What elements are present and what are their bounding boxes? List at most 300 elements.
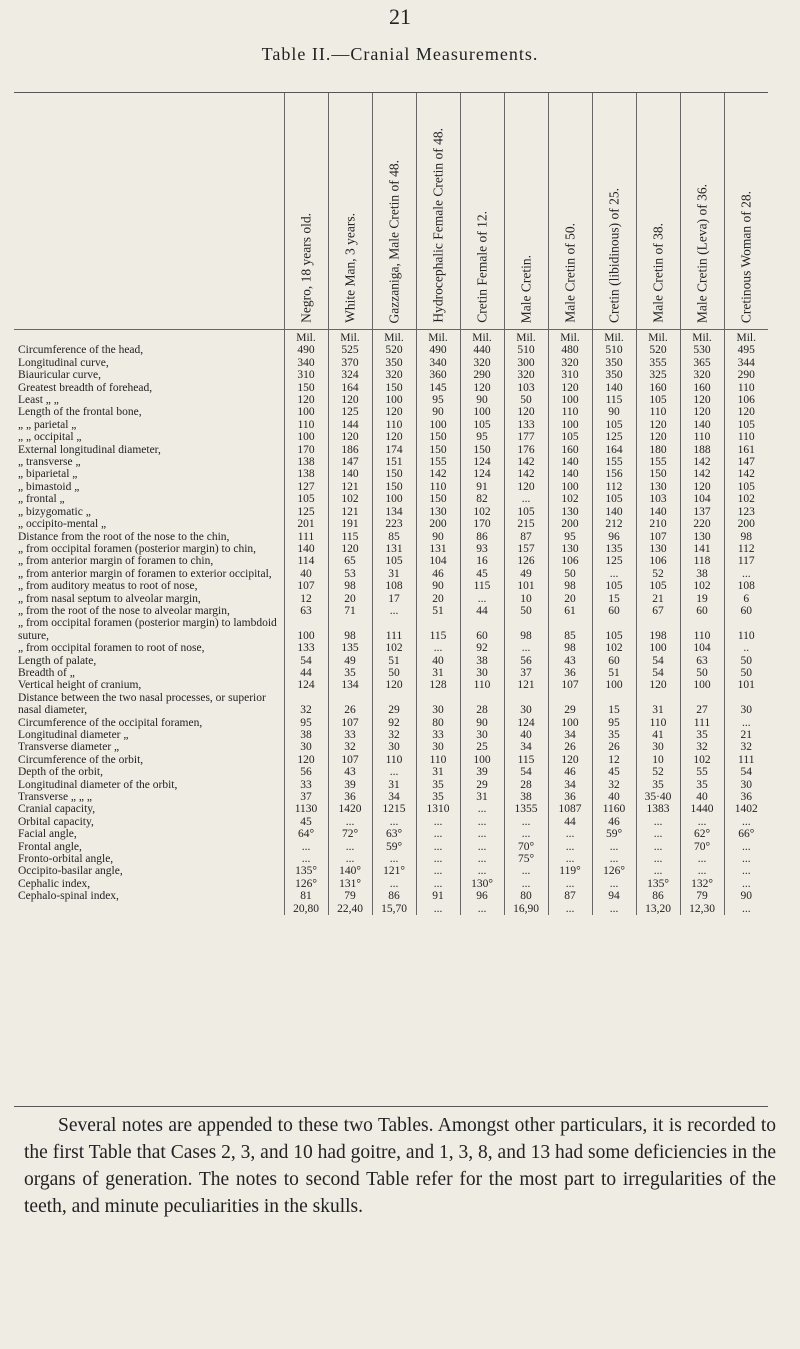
table-cell: 120 — [328, 431, 372, 443]
table-cell: 105 — [636, 580, 680, 592]
table-cell: Mil. — [416, 330, 460, 345]
table-cell: 15 — [592, 692, 636, 717]
table-cell: 103 — [504, 382, 548, 394]
table-cell: Mil. — [548, 330, 592, 345]
table-cell: 54 — [504, 766, 548, 778]
table-cell: 138 — [284, 456, 328, 468]
table-cell: Mil. — [724, 330, 768, 345]
table-cell: 102 — [592, 642, 636, 654]
table-row — [14, 903, 768, 915]
table-cell: 180 — [636, 444, 680, 456]
table-cell: 186 — [328, 444, 372, 456]
table-cell: 34 — [504, 741, 548, 753]
table-cell: 90 — [460, 394, 504, 406]
column-header-label: Male Cretin of 38. — [650, 223, 666, 323]
table-cell: 15,70 — [372, 903, 416, 915]
row-label: Circumference of the head, — [18, 344, 144, 357]
table-cell: 142 — [724, 468, 768, 480]
table-cell: ... — [548, 828, 592, 840]
table-cell: 117 — [724, 555, 768, 567]
table-cell: 107 — [548, 679, 592, 691]
table-cell: 51 — [416, 605, 460, 617]
table-cell: 160 — [636, 382, 680, 394]
table-cell: 28 — [504, 779, 548, 791]
table-cell: 10 — [636, 754, 680, 766]
table-cell: ... — [724, 853, 768, 865]
table-cell: 115 — [416, 617, 460, 642]
table-cell: ... — [460, 865, 504, 877]
row-label: Longitudinal diameter „ — [18, 729, 129, 741]
row-label — [14, 903, 284, 915]
table-cell: 30 — [504, 692, 548, 717]
table-cell: 31 — [372, 568, 416, 580]
table-cell: 38 — [680, 568, 724, 580]
row-label: Occipito-basilar angle, — [18, 865, 123, 878]
table-cell: 110 — [724, 617, 768, 642]
table-cell: 12 — [284, 593, 328, 605]
table-cell: 79 — [680, 890, 724, 902]
table-cell: ... — [416, 865, 460, 877]
table-cell: 103 — [636, 493, 680, 505]
table-cell: 340 — [416, 357, 460, 369]
table-cell: 120 — [680, 406, 724, 418]
table-cell: 125 — [592, 555, 636, 567]
table-cell: 31 — [416, 766, 460, 778]
table-cell: ... — [592, 903, 636, 915]
table-cell: 1355 — [504, 803, 548, 815]
table-cell: 40 — [416, 655, 460, 667]
table-cell: 111 — [724, 754, 768, 766]
table-cell: 147 — [328, 456, 372, 468]
table-cell: 100 — [548, 717, 592, 729]
table-cell: ... — [416, 841, 460, 853]
table-cell: 105 — [592, 617, 636, 642]
table-cell: 66° — [724, 828, 768, 840]
table-row — [14, 419, 768, 431]
table-cell: 164 — [592, 444, 636, 456]
row-label: Length of palate, — [18, 654, 97, 667]
table-cell: ... — [724, 903, 768, 915]
table-row — [14, 506, 768, 518]
table-cell: 31 — [636, 692, 680, 717]
column-header-label: Cretin (libidinous) of 25. — [606, 188, 622, 323]
table-row — [14, 369, 768, 381]
table-cell: 17 — [372, 593, 416, 605]
table-cell: 91 — [416, 890, 460, 902]
table-cell: 120 — [284, 754, 328, 766]
table-cell: 32 — [724, 741, 768, 753]
table-cell: 80 — [504, 890, 548, 902]
table-cell: 126° — [284, 878, 328, 890]
table-cell: ... — [460, 903, 504, 915]
row-label: Transverse diameter „ — [18, 741, 120, 754]
table-cell: 105 — [548, 431, 592, 443]
table-cell: 100 — [548, 481, 592, 493]
table-cell: 130 — [548, 506, 592, 518]
table-cell: 16,90 — [504, 903, 548, 915]
table-cell: 63 — [284, 605, 328, 617]
table-cell: 50 — [372, 667, 416, 679]
column-header — [592, 93, 636, 330]
table-row — [14, 568, 768, 580]
table-cell: 130 — [636, 481, 680, 493]
table-cell: 85 — [372, 531, 416, 543]
table-cell: 79 — [328, 890, 372, 902]
table-cell: 36 — [328, 791, 372, 803]
table-cell: 59° — [372, 841, 416, 853]
table-cell: 114 — [284, 555, 328, 567]
column-header — [284, 93, 328, 330]
table-cell: ... — [416, 642, 460, 654]
table-cell: 98 — [328, 580, 372, 592]
cranial-measurements-table — [14, 92, 768, 1107]
row-label: „ bizygomatic „ — [18, 505, 91, 518]
table-cell: 32 — [328, 741, 372, 753]
table-cell: 105 — [504, 506, 548, 518]
table-cell: 45 — [460, 568, 504, 580]
table-row — [14, 729, 768, 741]
table-cell: 87 — [548, 890, 592, 902]
table-cell: 120 — [548, 754, 592, 766]
table-cell: 105 — [460, 419, 504, 431]
table-cell: 105 — [636, 394, 680, 406]
table-cell: 115 — [592, 394, 636, 406]
table-cell: 1383 — [636, 803, 680, 815]
table-cell: 141 — [680, 543, 724, 555]
table-cell: ... — [504, 642, 548, 654]
table-cell: 72° — [328, 828, 372, 840]
table-cell: ... — [724, 878, 768, 890]
table-cell: 50 — [724, 667, 768, 679]
table-cell: 104 — [680, 493, 724, 505]
table-cell: Mil. — [504, 330, 548, 345]
table-cell: 100 — [372, 493, 416, 505]
table-cell: 102 — [328, 493, 372, 505]
table-cell: 96 — [592, 531, 636, 543]
table-cell: 100 — [284, 406, 328, 418]
table-cell: 33 — [416, 729, 460, 741]
table-cell: ... — [504, 816, 548, 828]
table-cell: 98 — [504, 617, 548, 642]
column-header — [416, 93, 460, 330]
table-cell: 111 — [284, 531, 328, 543]
table-cell: 20,80 — [284, 903, 328, 915]
table-cell: 120 — [328, 394, 372, 406]
table-cell: 110 — [416, 481, 460, 493]
table-cell: 145 — [416, 382, 460, 394]
table-cell: 29 — [548, 692, 592, 717]
table-cell: 105 — [284, 493, 328, 505]
table-cell: 150 — [460, 444, 504, 456]
table-cell: ... — [636, 853, 680, 865]
table-cell: 16 — [460, 555, 504, 567]
table-row — [14, 481, 768, 493]
table-cell: 31 — [372, 779, 416, 791]
table-cell: 34 — [548, 729, 592, 741]
table-cell: 86 — [372, 890, 416, 902]
table-cell: 100 — [548, 394, 592, 406]
table-row — [14, 493, 768, 505]
table-cell: 110 — [724, 382, 768, 394]
table-cell: 90 — [416, 580, 460, 592]
table-cell: 108 — [372, 580, 416, 592]
table-cell: 40 — [504, 729, 548, 741]
table-body — [14, 330, 768, 916]
table-cell: 120 — [372, 679, 416, 691]
table-cell: 147 — [724, 456, 768, 468]
table-cell: 140 — [592, 506, 636, 518]
table-cell: ... — [284, 853, 328, 865]
table-cell: 135 — [328, 642, 372, 654]
table-cell: 39 — [328, 779, 372, 791]
table-row — [14, 779, 768, 791]
table-cell: 111 — [372, 617, 416, 642]
table-cell: 21 — [724, 729, 768, 741]
table-cell: 360 — [416, 369, 460, 381]
column-header — [372, 93, 416, 330]
table-cell: 30 — [724, 692, 768, 717]
row-label: Circumference of the orbit, — [18, 753, 144, 766]
table-cell: 26 — [548, 741, 592, 753]
row-label: Distance between the two nasal processes, or superior nasal diameter, — [18, 691, 266, 717]
table-cell: 124 — [284, 679, 328, 691]
table-cell: 120 — [504, 481, 548, 493]
row-label: Cranial capacity, — [18, 803, 96, 816]
table-cell: 510 — [592, 344, 636, 356]
table-cell: 110 — [636, 406, 680, 418]
table-cell: 132° — [680, 878, 724, 890]
table-cell: 13,20 — [636, 903, 680, 915]
table-cell: 120 — [372, 406, 416, 418]
table-row — [14, 878, 768, 890]
table-cell: 142 — [416, 468, 460, 480]
table-cell: 60 — [680, 605, 724, 617]
table-cell: ... — [416, 828, 460, 840]
table-cell: 34 — [548, 779, 592, 791]
table-cell: 174 — [372, 444, 416, 456]
table-cell: 161 — [724, 444, 768, 456]
table-cell: 150 — [416, 431, 460, 443]
table-cell: 40 — [592, 791, 636, 803]
table-cell: 46 — [592, 816, 636, 828]
table-cell: 106 — [636, 555, 680, 567]
table-cell: 12 — [592, 754, 636, 766]
table-cell: 310 — [284, 369, 328, 381]
table-cell: 45 — [592, 766, 636, 778]
table-cell: 46 — [416, 568, 460, 580]
row-label: „ from occipital foramen to root of nose, — [18, 642, 205, 655]
table-cell: 110 — [416, 754, 460, 766]
table-cell: 164 — [328, 382, 372, 394]
table-cell: 131 — [416, 543, 460, 555]
table-cell: 37 — [284, 791, 328, 803]
table-cell: ... — [372, 878, 416, 890]
table-cell: 26 — [592, 741, 636, 753]
column-header-row — [14, 93, 768, 330]
row-label: Vertical height of cranium, — [18, 679, 142, 692]
table-cell: 350 — [592, 369, 636, 381]
table-cell: 370 — [328, 357, 372, 369]
table-cell: 112 — [724, 543, 768, 555]
table-cell: 1420 — [328, 803, 372, 815]
table-cell: 100 — [680, 679, 724, 691]
table-cell: 50 — [680, 667, 724, 679]
table-cell: 95 — [592, 717, 636, 729]
table-cell: 125 — [592, 431, 636, 443]
table-cell: 126 — [504, 555, 548, 567]
table-row — [14, 717, 768, 729]
table-cell: 290 — [460, 369, 504, 381]
table-cell: 155 — [592, 456, 636, 468]
table-cell: 35 — [416, 791, 460, 803]
row-label: Transverse „ „ „ — [18, 791, 92, 804]
table-cell: 156 — [592, 468, 636, 480]
table-cell: 115 — [328, 531, 372, 543]
table-cell: ... — [416, 816, 460, 828]
table-cell: 124 — [460, 456, 504, 468]
table-cell: 35 — [680, 729, 724, 741]
table-cell: 223 — [372, 518, 416, 530]
table-cell: 35 — [680, 779, 724, 791]
table-cell: ... — [416, 903, 460, 915]
table-row — [14, 555, 768, 567]
table-cell: 102 — [372, 642, 416, 654]
table-row — [14, 406, 768, 418]
table-cell: 52 — [636, 766, 680, 778]
table-cell: 50 — [548, 568, 592, 580]
table-cell: 133 — [284, 642, 328, 654]
table-row — [14, 468, 768, 480]
table-cell: 100 — [416, 419, 460, 431]
row-label: Depth of the orbit, — [18, 766, 103, 779]
table-cell: 54 — [284, 655, 328, 667]
table-cell: 137 — [680, 506, 724, 518]
table-cell: 33 — [328, 729, 372, 741]
table-cell: ... — [460, 593, 504, 605]
table-cell: 120 — [636, 679, 680, 691]
table-cell: 55 — [680, 766, 724, 778]
header-corner — [14, 93, 284, 330]
table-cell: 56 — [504, 655, 548, 667]
table-cell: 104 — [416, 555, 460, 567]
table-cell: 130 — [636, 543, 680, 555]
column-header-label: Male Cretin (Leva) of 36. — [694, 183, 710, 323]
table-cell: 102 — [680, 580, 724, 592]
table-cell: 300 — [504, 357, 548, 369]
table-cell: 105 — [592, 580, 636, 592]
table-cell: 150 — [284, 382, 328, 394]
table-cell: 81 — [284, 890, 328, 902]
column-header-label: Negro, 18 years old. — [298, 213, 314, 323]
table-cell: Mil. — [592, 330, 636, 345]
table-cell: ... — [592, 878, 636, 890]
table-cell: Mil. — [284, 330, 328, 345]
table-cell: 64° — [284, 828, 328, 840]
table-row — [14, 655, 768, 667]
table-cell: 54 — [636, 655, 680, 667]
table-row — [14, 531, 768, 543]
table-cell: 20 — [328, 593, 372, 605]
table-cell: ... — [372, 766, 416, 778]
row-label: Longitudinal curve, — [18, 356, 109, 369]
row-label: „ biparietal „ — [18, 468, 78, 481]
table-cell: 51 — [592, 667, 636, 679]
table-row — [14, 642, 768, 654]
row-label: Facial angle, — [18, 828, 77, 841]
column-header-label: Cretin Female of 12. — [474, 211, 490, 323]
table-cell: ... — [504, 865, 548, 877]
table-cell: 59° — [592, 828, 636, 840]
row-label: „ from nasal septum to alveolar margin, — [18, 592, 201, 605]
table-cell: 50 — [724, 655, 768, 667]
table-cell: 135° — [284, 865, 328, 877]
table-cell: 41 — [636, 729, 680, 741]
table-cell: 90 — [592, 406, 636, 418]
table-cell: 107 — [636, 531, 680, 543]
table-cell: 40 — [284, 568, 328, 580]
table-row — [14, 766, 768, 778]
table-cell: 128 — [416, 679, 460, 691]
table-cell: 118 — [680, 555, 724, 567]
table-row — [14, 617, 768, 642]
row-label: „ „ parietal „ — [18, 418, 77, 431]
table-cell: 63° — [372, 828, 416, 840]
table-cell: 115 — [460, 580, 504, 592]
table-cell: 70° — [504, 841, 548, 853]
table-cell: 53 — [328, 568, 372, 580]
row-label: „ from auditory meatus to root of nose, — [18, 580, 198, 593]
row-label: Frontal angle, — [18, 840, 82, 853]
table-cell: 100 — [284, 617, 328, 642]
table-title: Table II.—Cranial Measurements. — [261, 44, 539, 64]
table-cell: ... — [636, 816, 680, 828]
table-cell: 38 — [460, 655, 504, 667]
table-cell: 102 — [460, 506, 504, 518]
table-cell: 86 — [460, 531, 504, 543]
table-cell: 140 — [680, 419, 724, 431]
table-cell: 95 — [460, 431, 504, 443]
table-cell: 100 — [592, 679, 636, 691]
table-cell: 32 — [680, 741, 724, 753]
table-cell: 140 — [636, 506, 680, 518]
row-label: Longitudinal diameter of the orbit, — [18, 778, 178, 791]
table-cell: 150 — [636, 468, 680, 480]
table-row — [14, 803, 768, 815]
table-cell: 140 — [284, 543, 328, 555]
table-cell: 98 — [548, 580, 592, 592]
row-label: „ „ occipital „ — [18, 431, 82, 444]
table-cell: 1402 — [724, 803, 768, 815]
table-cell: 50 — [504, 394, 548, 406]
table-cell: 60 — [592, 605, 636, 617]
table-cell: ... — [284, 841, 328, 853]
table-cell: 26 — [328, 692, 372, 717]
table-cell: 120 — [372, 431, 416, 443]
row-label: „ from occipital foramen (posterior margin) to lambdoid suture, — [18, 617, 277, 642]
table-cell: 106 — [548, 555, 592, 567]
table-cell: 124 — [460, 468, 504, 480]
table-cell: 130 — [680, 531, 724, 543]
table-cell: 200 — [724, 518, 768, 530]
table-cell: 31 — [460, 791, 504, 803]
table-cell: 120 — [680, 481, 724, 493]
table-cell: 110 — [680, 431, 724, 443]
column-header — [680, 93, 724, 330]
column-header — [328, 93, 372, 330]
table-cell: 104 — [680, 642, 724, 654]
table-cell: 30 — [460, 729, 504, 741]
table-cell: ... — [724, 717, 768, 729]
